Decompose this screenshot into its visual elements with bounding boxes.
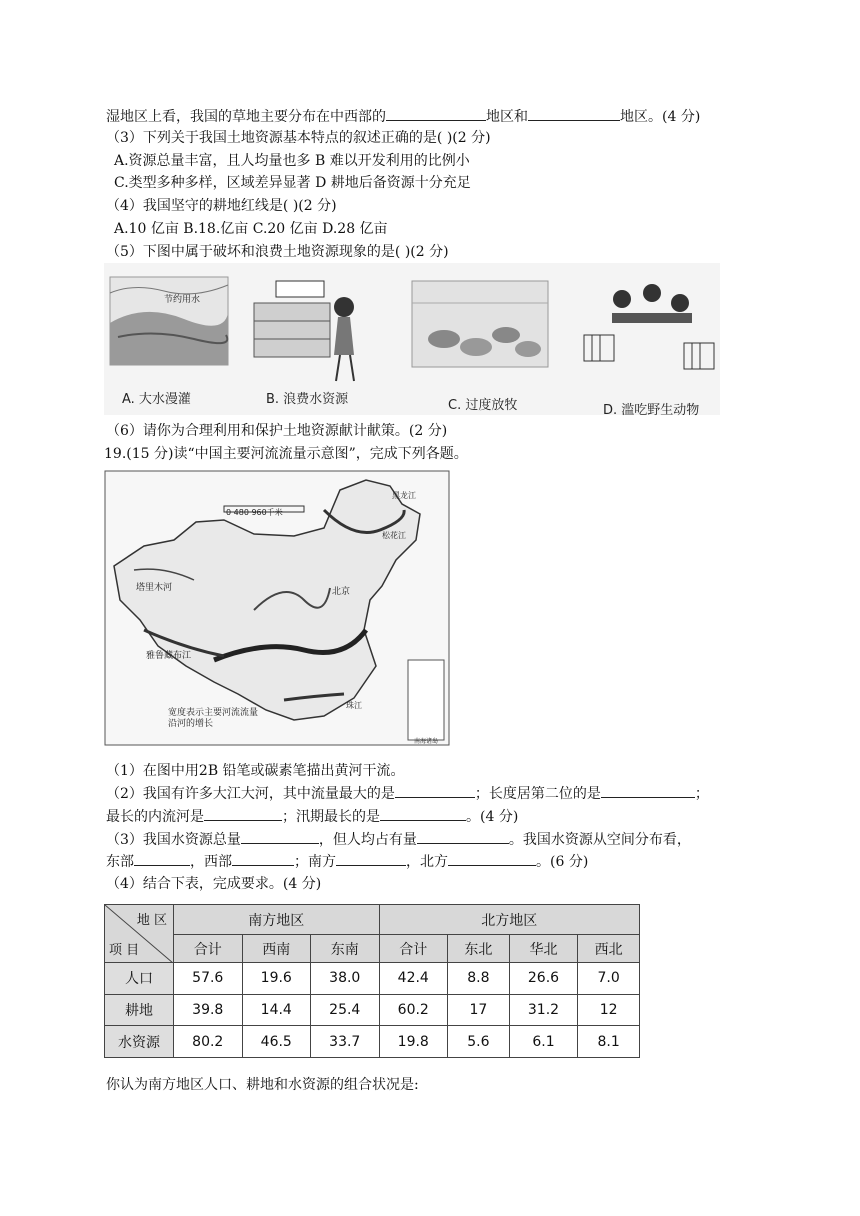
map-label-yarlung: 雅鲁藏布江 <box>146 651 192 661</box>
table-cell: 6.1 <box>509 1026 578 1058</box>
question-19: 19.(15 分)读“中国主要河流流量示意图”，完成下列各题。 <box>104 446 468 462</box>
answer-blank[interactable] <box>232 851 294 866</box>
subheader: 东南 <box>311 935 380 963</box>
subheader: 合计 <box>379 935 448 963</box>
map-label-beijing: 北京 <box>332 587 351 597</box>
answer-blank[interactable] <box>336 851 406 866</box>
table-cell: 57.6 <box>174 963 243 995</box>
table-cell: 80.2 <box>174 1026 243 1058</box>
table-cell: 8.1 <box>578 1026 640 1058</box>
subquestion-3-line2: 东部 ，西部 ；南方 ，北方 。(6 分) <box>106 851 588 872</box>
question-5: （5）下图中属于破坏和浪费土地资源现象的是( )(2 分) <box>106 244 449 260</box>
table-corner <box>105 905 174 963</box>
header-north: 北方地区 <box>379 905 640 935</box>
resource-table <box>104 904 640 1058</box>
table-cell: 26.6 <box>509 963 578 995</box>
answer-blank[interactable] <box>204 806 282 821</box>
picture-a-flood-irrigation <box>110 277 228 365</box>
answer-blank[interactable] <box>601 783 695 798</box>
subheader: 华北 <box>509 935 578 963</box>
answer-blank[interactable] <box>528 106 620 121</box>
question-4-options: A.10 亿亩 B.18.亿亩 C.20 亿亩 D.28 亿亩 <box>114 221 388 237</box>
map-label-tarim: 塔里木河 <box>136 583 173 593</box>
row-label: 人口 <box>105 963 174 995</box>
subquestion-2-line2: 最长的内流河是 ；汛期最长的是 。(4 分) <box>106 806 518 827</box>
question-4: （4）我国坚守的耕地红线是( )(2 分) <box>106 198 337 214</box>
table-cell: 5.6 <box>448 1026 510 1058</box>
table-cell: 12 <box>578 994 640 1026</box>
table-cell: 42.4 <box>379 963 448 995</box>
subheader: 西南 <box>242 935 311 963</box>
question-3-options-cd: C.类型多种多样，区域差异显著 D 耕地后备资源十分充足 <box>114 175 471 191</box>
table-row <box>105 1026 640 1058</box>
subquestion-2-line1: （2）我国有许多大江大河，其中流量最大的是 ；长度居第二位的是 ； <box>106 783 709 804</box>
table-row <box>105 963 640 995</box>
question-3-options-ab: A.资源总量丰富，且人均量也多 B 难以开发利用的比例小 <box>114 153 470 169</box>
subquestion-4: （4）结合下表，完成要求。(4 分) <box>106 876 322 892</box>
picture-b-caption: B. 浪费水资源 <box>266 392 349 407</box>
corner-top-label: 地 区 <box>136 913 167 928</box>
map-label-southsea: 南海诸岛 <box>414 738 439 745</box>
table-cell: 25.4 <box>311 994 380 1026</box>
cartoon-drawings <box>104 263 720 415</box>
table-cell: 8.8 <box>448 963 510 995</box>
question-3: （3）下列关于我国土地资源基本特点的叙述正确的是( )(2 分) <box>106 130 491 146</box>
table-row <box>105 994 640 1026</box>
question-6: （6）请你为合理利用和保护土地资源献计献策。(2 分) <box>106 423 448 439</box>
map-label-songhua: 松花江 <box>382 531 406 540</box>
table-cell: 19.8 <box>379 1026 448 1058</box>
table-cell: 46.5 <box>242 1026 311 1058</box>
map-legend: 宽度表示主要河流流量沿河的增长 <box>168 708 259 729</box>
table-cell: 38.0 <box>311 963 380 995</box>
subheader: 西北 <box>578 935 640 963</box>
table-cell: 60.2 <box>379 994 448 1026</box>
final-question: 你认为南方地区人口、耕地和水资源的组合状况是: <box>106 1077 419 1093</box>
table-cell: 17 <box>448 994 510 1026</box>
answer-blank[interactable] <box>241 829 319 844</box>
table-cell: 19.6 <box>242 963 311 995</box>
table-cell: 7.0 <box>578 963 640 995</box>
subquestion-3-line1: （3）我国水资源总量 ，但人均占有量 。我国水资源从空间分布看， <box>106 829 691 850</box>
answer-blank[interactable] <box>380 806 466 821</box>
picture-b-sign: 节约用水 <box>164 295 201 305</box>
corner-bottom-label: 项 目 <box>109 943 140 958</box>
map-label-heilongjiang: 黑龙江 <box>392 491 416 500</box>
answer-blank[interactable] <box>134 851 190 866</box>
picture-a-caption: A. 大水漫灌 <box>122 392 191 407</box>
question-line-grassland: 湿地区上看，我国的草地主要分布在中西部的 地区和 地区。(4 分) <box>106 106 700 127</box>
answer-blank[interactable] <box>417 829 509 844</box>
table-cell: 31.2 <box>509 994 578 1026</box>
table-cell: 39.8 <box>174 994 243 1026</box>
picture-d-caption: D. 滥吃野生动物 <box>603 403 700 418</box>
answer-blank[interactable] <box>395 783 475 798</box>
map-scale: 0 480 960千米 <box>226 508 283 517</box>
row-label: 水资源 <box>105 1026 174 1058</box>
answer-blank[interactable] <box>386 106 486 121</box>
table-cell: 14.4 <box>242 994 311 1026</box>
subheader: 东北 <box>448 935 510 963</box>
map-label-pearl: 珠江 <box>346 701 362 710</box>
table-cell: 33.7 <box>311 1026 380 1058</box>
cartoon-strip <box>104 263 720 415</box>
subquestion-1: （1）在图中用2B 铅笔或碳素笔描出黄河干流。 <box>106 763 405 779</box>
row-label: 耕地 <box>105 994 174 1026</box>
picture-c-caption: C. 过度放牧 <box>448 398 518 413</box>
header-south: 南方地区 <box>174 905 380 935</box>
picture-c-overgrazing <box>412 281 548 367</box>
subheader: 合计 <box>174 935 243 963</box>
answer-blank[interactable] <box>448 851 536 866</box>
